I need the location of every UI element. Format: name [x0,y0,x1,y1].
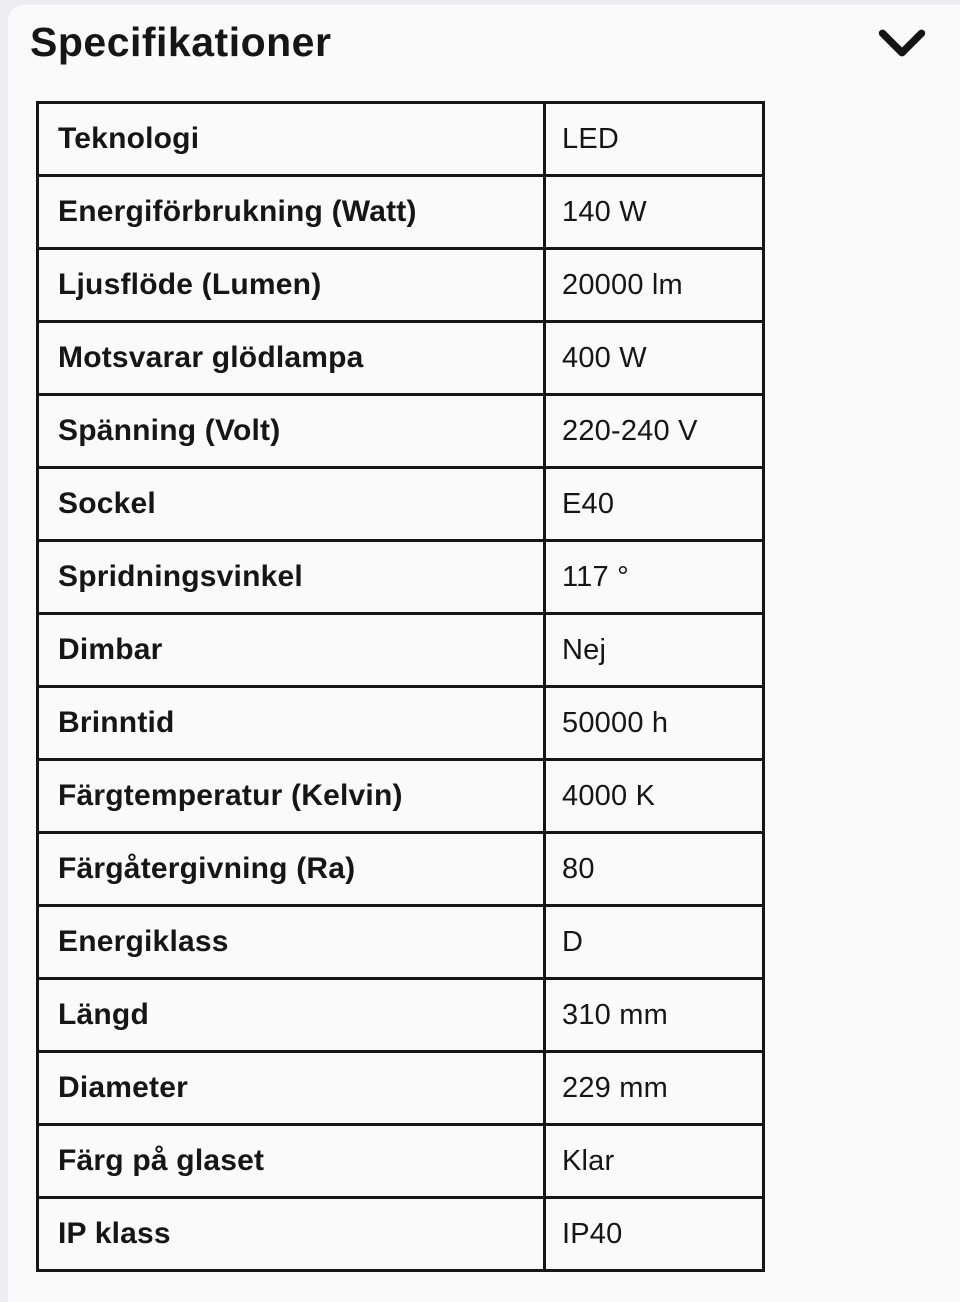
spec-value: LED [545,103,764,176]
spec-value: D [545,906,764,979]
spec-label: Färgtemperatur (Kelvin) [38,760,545,833]
table-row [38,541,764,614]
section-header [8,5,960,66]
spec-label: Färg på glaset [38,1125,545,1198]
spec-label: Energiklass [38,906,545,979]
table-row [38,614,764,687]
spec-value: 310 mm [545,979,764,1052]
spec-label: Motsvarar glödlampa [38,322,545,395]
spec-value: 220-240 V [545,395,764,468]
table-row [38,395,764,468]
spec-label: Spridningsvinkel [38,541,545,614]
section-title: Specifikationer [30,19,332,65]
table-row [38,760,764,833]
spec-value: 4000 K [545,760,764,833]
spec-label: Diameter [38,1052,545,1125]
spec-label: Brinntid [38,687,545,760]
table-row [38,979,764,1052]
spec-value: 229 mm [545,1052,764,1125]
spec-label: Teknologi [38,103,545,176]
spec-value: 80 [545,833,764,906]
table-row [38,249,764,322]
table-row [38,1052,764,1125]
table-row [38,833,764,906]
spec-label: Ljusflöde (Lumen) [38,249,545,322]
specifications-table [36,101,765,1272]
table-row [38,687,764,760]
table-row [38,906,764,979]
spec-label: Färgåtergivning (Ra) [38,833,545,906]
spec-value: IP40 [545,1198,764,1271]
spec-value: 400 W [545,322,764,395]
spec-label: Dimbar [38,614,545,687]
specifications-card [8,5,960,1302]
table-row [38,176,764,249]
collapse-toggle-button[interactable] [872,21,932,65]
spec-value: 140 W [545,176,764,249]
table-row [38,322,764,395]
spec-label: Sockel [38,468,545,541]
table-row [38,103,764,176]
spec-value: 50000 h [545,687,764,760]
spec-label: Energiförbrukning (Watt) [38,176,545,249]
table-row [38,1198,764,1271]
spec-value: E40 [545,468,764,541]
table-row [38,468,764,541]
specifications-table-body [38,103,764,1271]
spec-value: 20000 lm [545,249,764,322]
spec-label: Längd [38,979,545,1052]
spec-label: Spänning (Volt) [38,395,545,468]
table-row [38,1125,764,1198]
spec-value: Klar [545,1125,764,1198]
spec-label: IP klass [38,1198,545,1271]
spec-value: Nej [545,614,764,687]
spec-value: 117 ° [545,541,764,614]
chevron-down-icon [876,25,928,61]
